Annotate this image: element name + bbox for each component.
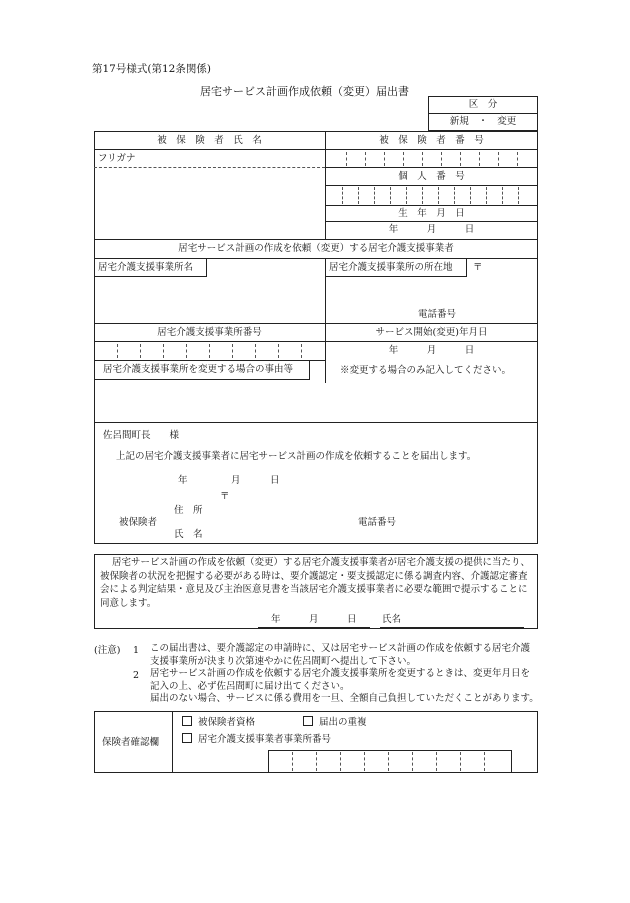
check-qualification-label: 被保険者資格: [198, 717, 256, 728]
provider-name-field[interactable]: [95, 278, 324, 322]
insurer-check-label: 保険者確認欄: [102, 737, 160, 748]
change-reason-label: 居宅介護支援事業所を変更する場合の事由等: [103, 364, 294, 375]
furigana-label: フリガナ: [98, 153, 136, 164]
insured-number-field[interactable]: [326, 150, 537, 167]
insurer-provider-number-field[interactable]: [268, 750, 512, 772]
insured-name-label: 氏 名: [174, 529, 203, 540]
insured-number-header: 被 保 険 者 番 号: [379, 135, 484, 146]
category-value[interactable]: 新規 ・ 変更: [449, 116, 517, 127]
page-title: 居宅サービス計画作成依頼（変更）届出書: [200, 85, 409, 98]
note-extra-text: 届出のない場合、サービスに係る費用を一旦、全額自己負担していただくことがあります。: [150, 693, 539, 704]
checkbox-qualification[interactable]: [182, 716, 192, 726]
birth-date-value[interactable]: 年 月 日: [388, 224, 475, 235]
checkbox-provider-number[interactable]: [182, 733, 192, 743]
consent-text: 居宅サービス計画の作成を依頼（変更）する居宅介護支援事業者が居宅介護支援の提供に当たり、被保険者の状況を把握する必要がある時は、要介護認定・要支援認定に係る調査内容、介護認定審査会による判定結果・意見及び主治医意見書を当該居宅介護支援事業者に必要な範囲で提示することに同意します。: [100, 557, 531, 609]
insured-label: 被保険者: [119, 517, 158, 528]
personal-number-header: 個 人 番 号: [398, 171, 465, 182]
address-postal-mark: 〒: [220, 491, 230, 502]
insured-name-header: 被 保 険 者 氏 名: [157, 135, 262, 146]
check-provider-number-label: 居宅介護支援事業者事業所番号: [198, 734, 332, 745]
insured-phone-label: 電話番号: [358, 517, 397, 528]
note-2-text: 居宅サービス計画の作成を依頼する居宅介護支援事業所を変更するときは、変更年月日を記入の上、必ず佐呂間町に届け出てください。: [150, 668, 531, 692]
address-label: 住 所: [174, 505, 203, 516]
provider-phone-label: 電話番号: [418, 309, 457, 320]
consent-date[interactable]: 年 月 日: [271, 614, 357, 625]
date-month[interactable]: 月: [231, 475, 241, 486]
note-2-number: 2: [133, 670, 140, 681]
provider-number-label: 居宅介護支援事業所番号: [157, 327, 262, 338]
provider-address-field[interactable]: [326, 278, 537, 306]
insured-signature-field[interactable]: [215, 527, 345, 541]
postal-mark: 〒: [473, 262, 483, 273]
insured-name-field[interactable]: [95, 168, 324, 238]
check-provider-number[interactable]: [182, 733, 331, 745]
provider-address-label: 居宅介護支援事業所の所在地: [329, 262, 453, 273]
addressee: 佐呂間町長 様: [103, 430, 180, 441]
check-duplicate[interactable]: [303, 716, 367, 728]
check-qualification[interactable]: [182, 716, 255, 728]
change-note: ※変更する場合のみ記入してください。: [340, 365, 512, 376]
note-1-text: この届出書は、要介護認定の申請時に、又は居宅サービス計画の作成を依頼する居宅介護支援事業所が決まり次第速やかに佐呂間町へ提出して下さい。: [150, 643, 531, 667]
date-year[interactable]: 年: [178, 475, 188, 486]
consent-name-label: 氏名: [382, 614, 402, 625]
birth-date-label: 生 年 月 日: [398, 208, 465, 219]
notes-label: (注意): [94, 645, 121, 656]
service-start-value[interactable]: 年 月 日: [388, 345, 475, 356]
category-label: 区 分: [468, 99, 498, 110]
consent-name-field[interactable]: [400, 612, 522, 626]
provider-name-label: 居宅介護支援事業所名: [98, 262, 194, 273]
service-start-label: サービス開始(変更)年月日: [375, 327, 488, 338]
address-field[interactable]: [215, 503, 525, 517]
check-duplicate-label: 届出の重複: [319, 717, 367, 728]
change-reason-field[interactable]: [95, 381, 537, 421]
declaration-text: 上記の居宅介護支援事業者に居宅サービス計画の作成を依頼することを届出します。: [116, 451, 477, 462]
provider-section-header: 居宅サービス計画の作成を依頼（変更）する居宅介護支援事業者: [178, 243, 454, 254]
date-day[interactable]: 日: [270, 475, 280, 486]
note-1-number: 1: [133, 645, 140, 656]
form-number: 第17号様式(第12条関係): [92, 63, 211, 75]
checkbox-duplicate[interactable]: [303, 716, 313, 726]
